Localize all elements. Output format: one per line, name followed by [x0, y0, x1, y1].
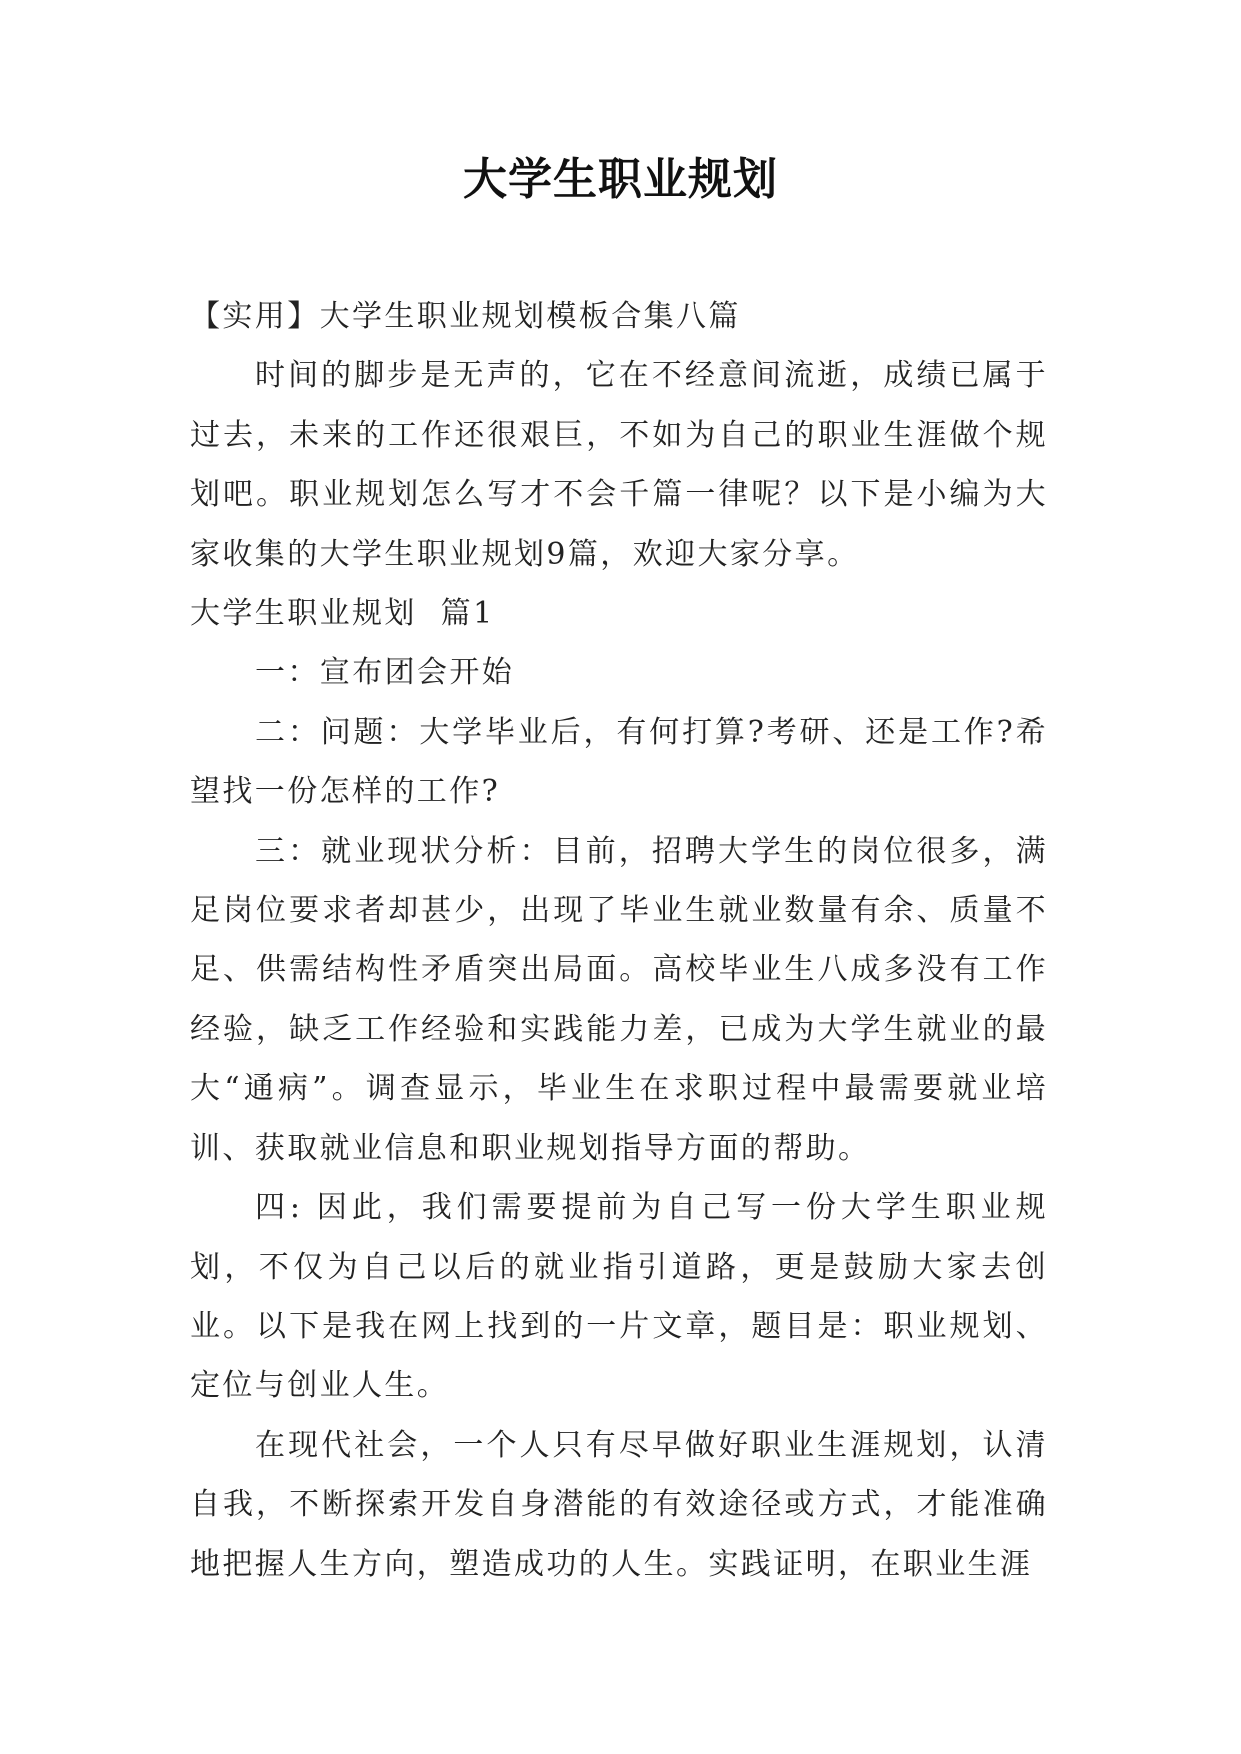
- section-heading: 大学生职业规划 篇1: [190, 596, 495, 632]
- document-body: [190, 287, 1048, 1594]
- document-title: 大学生职业规划: [463, 154, 778, 205]
- document-subtitle: 【实用】大学生职业规划模板合集八篇: [190, 299, 741, 334]
- body-paragraph: 在现代社会，一个人只有尽早做好职业生涯规划，认清自我，不断探索开发自身潜能的有效途径或方式，才能准确地把握人生方向，塑造成功的人生。实践证明，在职业生涯: [190, 1427, 1048, 1582]
- section-item-2: 二：问题：大学毕业后，有何打算?考研、还是工作?希望找一份怎样的工作?: [190, 714, 1048, 810]
- intro-paragraph: 时间的脚步是无声的，它在不经意间流逝，成绩已属于过去，未来的工作还很艰巨，不如为自己的职业生涯做个规划吧。职业规划怎么写才不会千篇一律呢？以下是小编为大家收集的大学生职业规划9篇，欢迎大家分享。: [190, 358, 1048, 572]
- section-item-3: 三：就业现状分析：目前，招聘大学生的岗位很多，满足岗位要求者却甚少，出现了毕业生就业数量有余、质量不足、供需结构性矛盾突出局面。高校毕业生八成多没有工作经验，缺乏工作经验和实践能力差，已成为大学生就业的最大“通病”。调查显示，毕业生在求职过程中最需要就业培训、获取就业信息和职业规划指导方面的帮助。: [190, 833, 1048, 1166]
- section-item-4: 四: 因此，我们需要提前为自己写一份大学生职业规划，不仅为自己以后的就业指引道路，更是鼓励大家去创业。以下是我在网上找到的一片文章，题目是：职业规划、定位与创业人生。: [190, 1190, 1048, 1404]
- section-item-1: 一：宣布团会开始: [255, 655, 515, 691]
